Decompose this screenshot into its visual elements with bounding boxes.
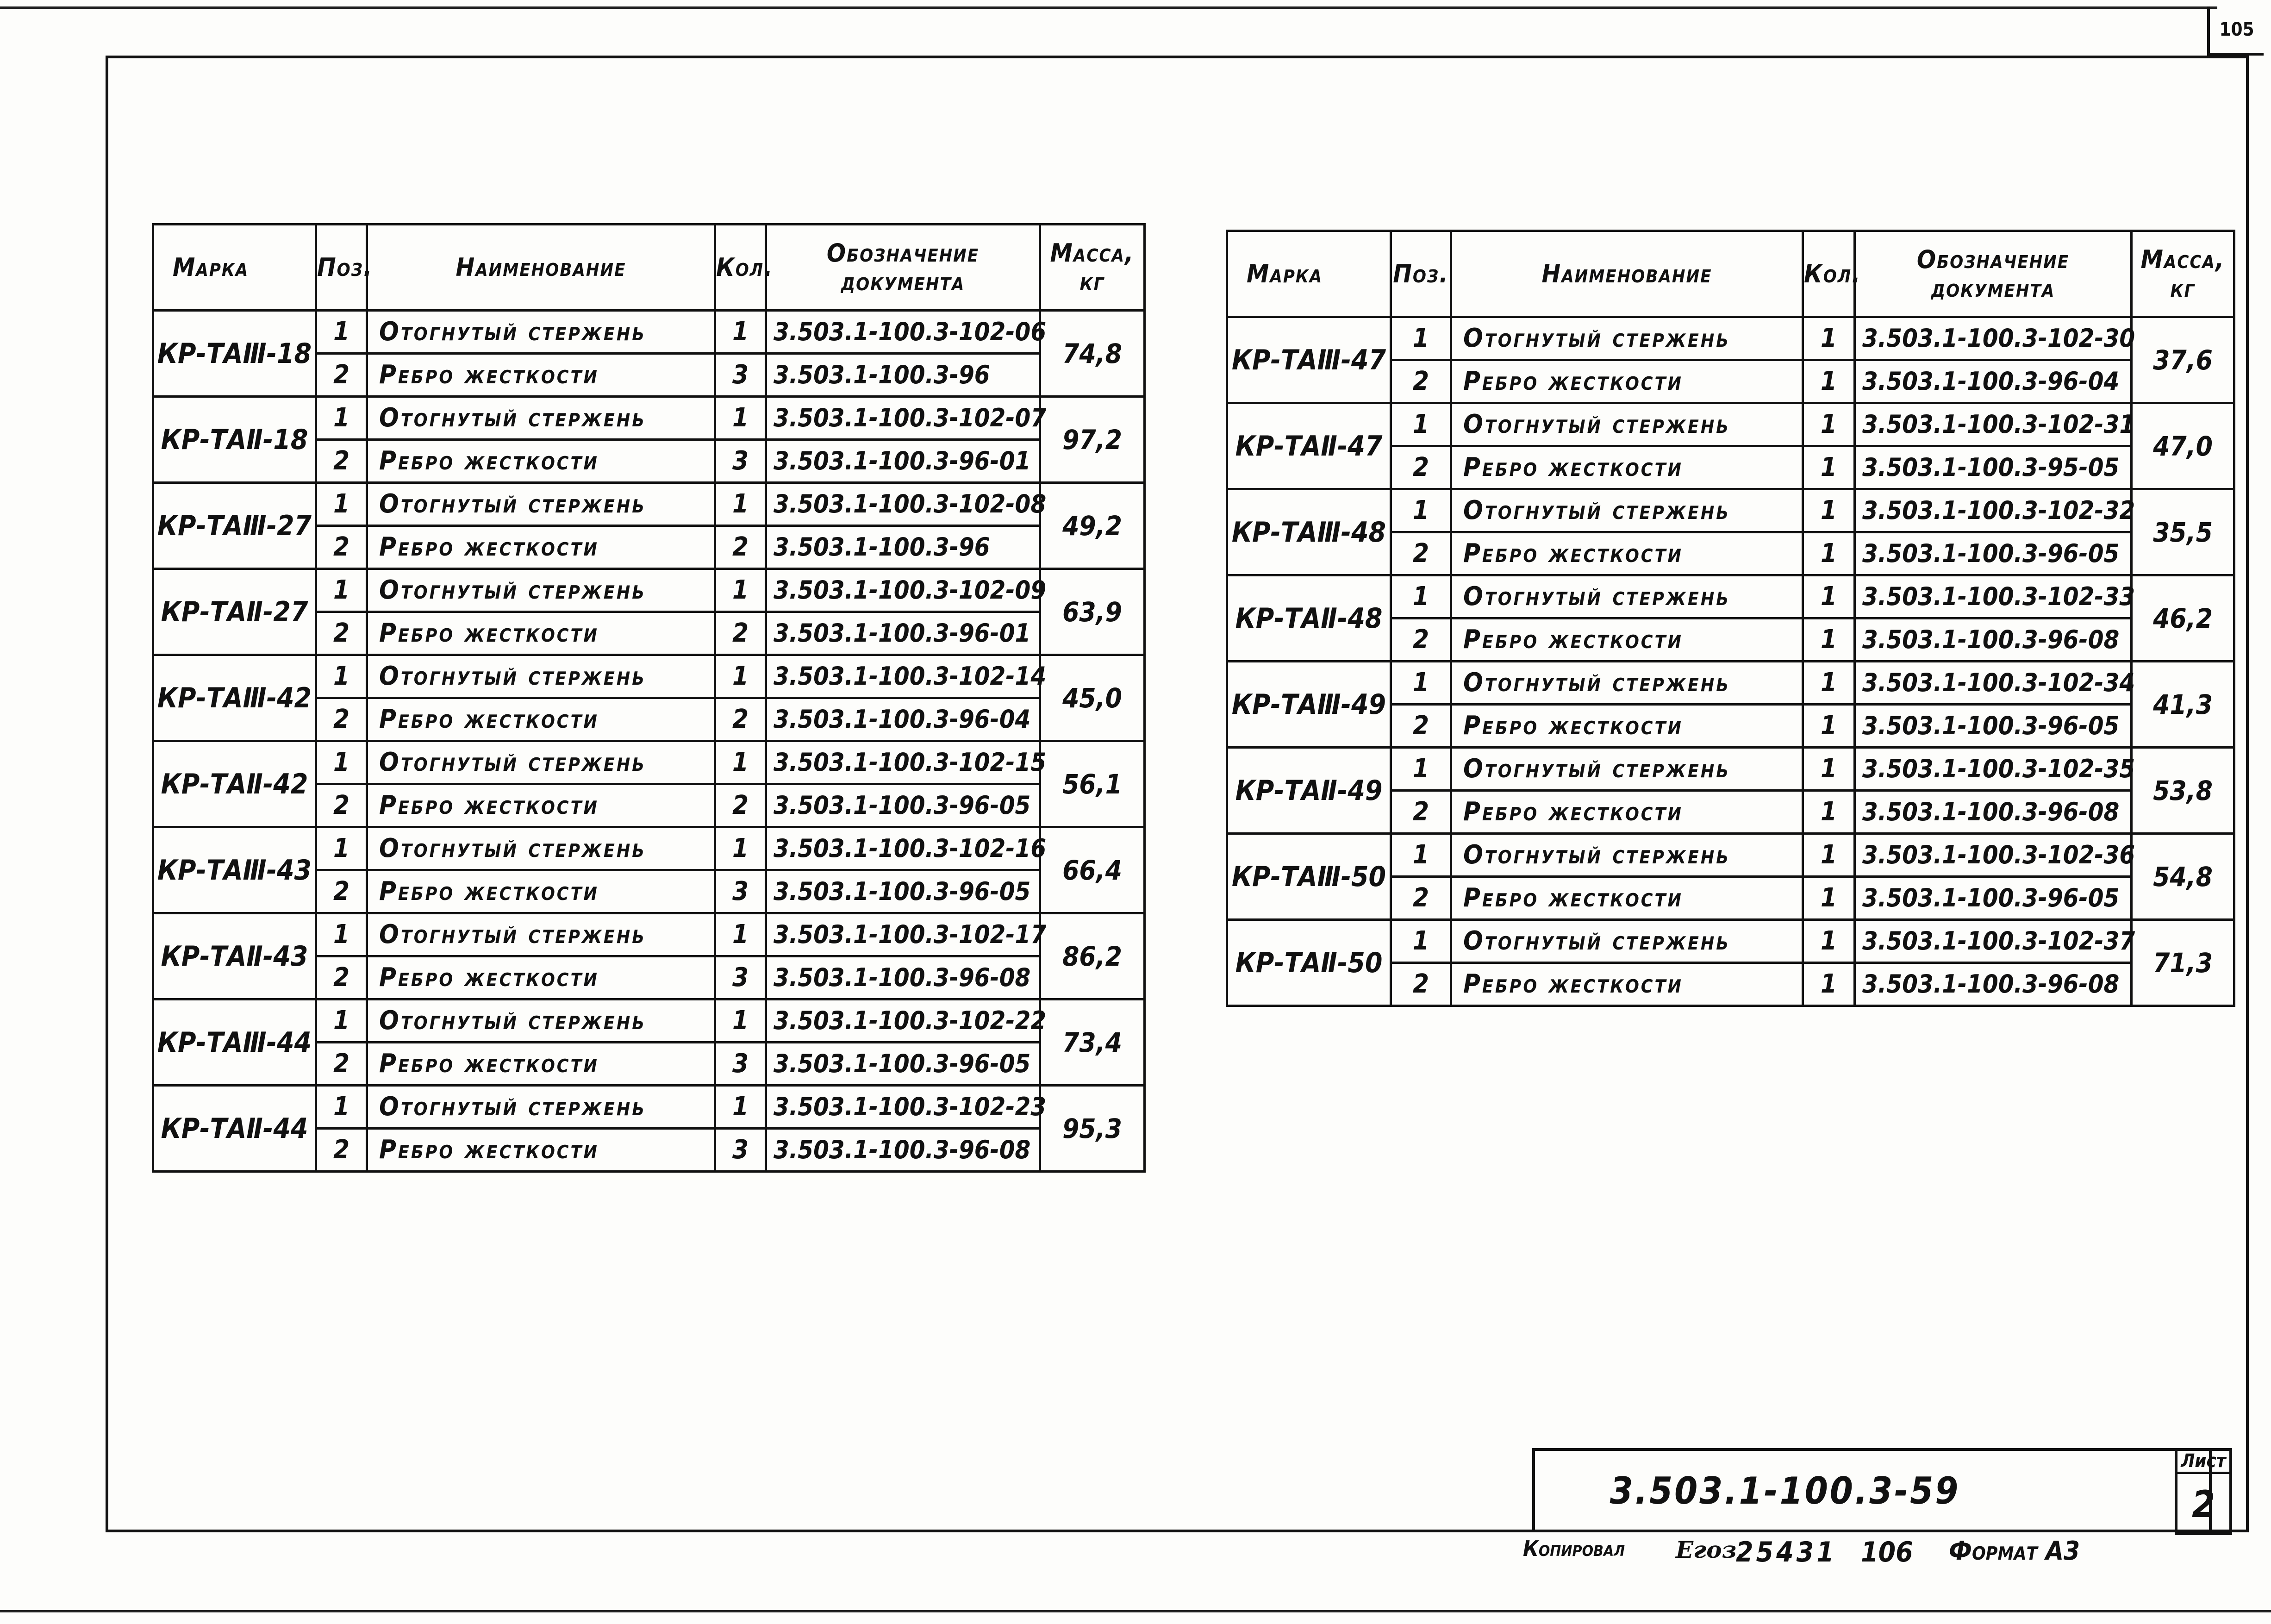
- pos-cell: 2: [1391, 532, 1451, 575]
- table-row: [1227, 834, 2234, 877]
- name-cell: Ребро жесткости: [1451, 618, 1803, 662]
- copy-number: 106: [1861, 1536, 1913, 1568]
- name-cell: Отогнутый стержень: [1451, 662, 1803, 705]
- marka-cell: КР-ТАⅢ-44: [153, 999, 316, 1086]
- name-cell: Ребро жесткости: [1451, 791, 1803, 834]
- doc-cell: 3.503.1-100.3-96-05: [1855, 532, 2132, 575]
- marka-cell: КР-ТАⅡ-47: [1227, 403, 1391, 489]
- table-row: [1227, 662, 2234, 705]
- header-name: Наименование: [367, 225, 715, 311]
- name-cell: Ребро жесткости: [367, 440, 715, 483]
- doc-cell: 3.503.1-100.3-102-07: [766, 397, 1040, 440]
- sheet-cell: [2175, 1448, 2232, 1535]
- table-row: [1227, 403, 2234, 446]
- doc-cell: 3.503.1-100.3-96: [766, 526, 1040, 569]
- order-number: 25431: [1736, 1536, 1837, 1568]
- mass-cell: 74,8: [1040, 311, 1145, 397]
- pos-cell: 1: [316, 397, 367, 440]
- pos-cell: 1: [316, 311, 367, 354]
- mass-cell: 53,8: [2132, 748, 2234, 834]
- name-cell: Отогнутый стержень: [1451, 403, 1803, 446]
- pos-cell: 2: [316, 354, 367, 397]
- doc-cell: 3.503.1-100.3-102-37: [1855, 920, 2132, 963]
- mass-cell: 46,2: [2132, 575, 2234, 662]
- marka-cell: КР-ТАⅢ-18: [153, 311, 316, 397]
- table-body-right: [1227, 317, 2234, 1006]
- doc-cell: 3.503.1-100.3-102-35: [1855, 748, 2132, 791]
- doc-cell: 3.503.1-100.3-102-06: [766, 311, 1040, 354]
- table-row: [1227, 748, 2234, 791]
- pos-cell: 2: [1391, 360, 1451, 403]
- marka-cell: КР-ТАⅢ-49: [1227, 662, 1391, 748]
- qty-cell: 1: [1803, 748, 1855, 791]
- mass-cell: 97,2: [1040, 397, 1145, 483]
- pos-cell: 2: [316, 784, 367, 827]
- doc-cell: 3.503.1-100.3-102-22: [766, 999, 1040, 1043]
- doc-cell: 3.503.1-100.3-96-05: [766, 784, 1040, 827]
- title-block: [1532, 1448, 2212, 1531]
- qty-cell: 3: [715, 1129, 766, 1172]
- qty-cell: 1: [1803, 877, 1855, 920]
- name-cell: Ребро жесткости: [1451, 705, 1803, 748]
- doc-cell: 3.503.1-100.3-96-08: [1855, 791, 2132, 834]
- pos-cell: 2: [316, 612, 367, 655]
- pos-cell: 1: [316, 741, 367, 784]
- table-row: [153, 311, 1145, 354]
- name-cell: Отогнутый стержень: [367, 397, 715, 440]
- qty-cell: 1: [1803, 618, 1855, 662]
- sheet-label: Лист: [2177, 1451, 2229, 1474]
- qty-cell: 3: [715, 956, 766, 999]
- qty-cell: 1: [1803, 662, 1855, 705]
- header-doc: Обозначение документа: [1855, 231, 2132, 317]
- name-cell: Ребро жесткости: [367, 956, 715, 999]
- pos-cell: 2: [316, 1129, 367, 1172]
- qty-cell: 1: [715, 1086, 766, 1129]
- pos-cell: 2: [1391, 877, 1451, 920]
- mass-cell: 56,1: [1040, 741, 1145, 827]
- name-cell: Отогнутый стержень: [1451, 489, 1803, 532]
- qty-cell: 1: [1803, 920, 1855, 963]
- marka-cell: КР-ТАⅢ-42: [153, 655, 316, 741]
- marka-cell: КР-ТАⅢ-50: [1227, 834, 1391, 920]
- doc-cell: 3.503.1-100.3-102-14: [766, 655, 1040, 698]
- qty-cell: 1: [1803, 446, 1855, 489]
- header-qty: Кол.: [1803, 231, 1855, 317]
- marka-cell: КР-ТАⅡ-44: [153, 1086, 316, 1172]
- header-name: Наименование: [1451, 231, 1803, 317]
- doc-cell: 3.503.1-100.3-96-01: [766, 612, 1040, 655]
- name-cell: Ребро жесткости: [367, 870, 715, 913]
- sheet-bottom-edge: [0, 1610, 2271, 1612]
- qty-cell: 1: [715, 397, 766, 440]
- doc-cell: 3.503.1-100.3-102-32: [1855, 489, 2132, 532]
- doc-cell: 3.503.1-100.3-102-36: [1855, 834, 2132, 877]
- name-cell: Отогнутый стержень: [367, 1086, 715, 1129]
- qty-cell: 1: [715, 569, 766, 612]
- pos-cell: 1: [316, 913, 367, 956]
- qty-cell: 3: [715, 1043, 766, 1086]
- mass-cell: 73,4: [1040, 999, 1145, 1086]
- doc-cell: 3.503.1-100.3-102-34: [1855, 662, 2132, 705]
- marka-cell: КР-ТАⅡ-42: [153, 741, 316, 827]
- mass-cell: 37,6: [2132, 317, 2234, 403]
- mass-cell: 35,5: [2132, 489, 2234, 575]
- pos-cell: 2: [316, 526, 367, 569]
- pos-cell: 2: [316, 956, 367, 999]
- doc-cell: 3.503.1-100.3-96-05: [1855, 705, 2132, 748]
- qty-cell: 1: [715, 655, 766, 698]
- table-row: [1227, 920, 2234, 963]
- doc-cell: 3.503.1-100.3-96-08: [766, 956, 1040, 999]
- header-mass: Масса, кг: [1040, 225, 1145, 311]
- doc-cell: 3.503.1-100.3-96-05: [766, 870, 1040, 913]
- qty-cell: 1: [1803, 532, 1855, 575]
- mass-cell: 45,0: [1040, 655, 1145, 741]
- mass-cell: 86,2: [1040, 913, 1145, 999]
- pos-cell: 2: [316, 698, 367, 741]
- name-cell: Отогнутый стержень: [367, 827, 715, 870]
- name-cell: Отогнутый стержень: [1451, 834, 1803, 877]
- doc-cell: 3.503.1-100.3-102-09: [766, 569, 1040, 612]
- pos-cell: 1: [316, 827, 367, 870]
- qty-cell: 3: [715, 354, 766, 397]
- pos-cell: 1: [1391, 317, 1451, 360]
- qty-cell: 1: [1803, 963, 1855, 1006]
- table-row: [153, 741, 1145, 784]
- name-cell: Ребро жесткости: [367, 1043, 715, 1086]
- table-body-left: [153, 311, 1145, 1172]
- doc-cell: 3.503.1-100.3-96-05: [1855, 877, 2132, 920]
- table-row: [153, 913, 1145, 956]
- doc-cell: 3.503.1-100.3-96-08: [1855, 963, 2132, 1006]
- sheet-top-edge: [0, 6, 2217, 9]
- header-pos: Поз.: [316, 225, 367, 311]
- name-cell: Ребро жесткости: [1451, 963, 1803, 1006]
- marka-cell: КР-ТАⅡ-43: [153, 913, 316, 999]
- marka-cell: КР-ТАⅡ-18: [153, 397, 316, 483]
- mass-cell: 49,2: [1040, 483, 1145, 569]
- table-row: [1227, 575, 2234, 618]
- marka-cell: КР-ТАⅡ-50: [1227, 920, 1391, 1006]
- doc-cell: 3.503.1-100.3-102-33: [1855, 575, 2132, 618]
- name-cell: Ребро жесткости: [1451, 446, 1803, 489]
- name-cell: Отогнутый стержень: [1451, 317, 1803, 360]
- doc-cell: 3.503.1-100.3-102-16: [766, 827, 1040, 870]
- doc-cell: 3.503.1-100.3-102-15: [766, 741, 1040, 784]
- qty-cell: 3: [715, 870, 766, 913]
- qty-cell: 1: [715, 741, 766, 784]
- name-cell: Отогнутый стержень: [367, 913, 715, 956]
- name-cell: Отогнутый стержень: [1451, 575, 1803, 618]
- pos-cell: 2: [1391, 618, 1451, 662]
- doc-cell: 3.503.1-100.3-96-04: [766, 698, 1040, 741]
- doc-cell: 3.503.1-100.3-96-08: [1855, 618, 2132, 662]
- table-row: [153, 397, 1145, 440]
- doc-cell: 3.503.1-100.3-96-01: [766, 440, 1040, 483]
- marka-cell: КР-ТАⅡ-27: [153, 569, 316, 655]
- doc-cell: 3.503.1-100.3-102-30: [1855, 317, 2132, 360]
- mass-cell: 95,3: [1040, 1086, 1145, 1172]
- doc-cell: 3.503.1-100.3-102-08: [766, 483, 1040, 526]
- spec-table-right: [1226, 230, 2235, 1007]
- name-cell: Отогнутый стержень: [367, 569, 715, 612]
- pos-cell: 1: [316, 999, 367, 1043]
- doc-cell: 3.503.1-100.3-96-05: [766, 1043, 1040, 1086]
- name-cell: Отогнутый стержень: [367, 655, 715, 698]
- header-marka: Марка: [1227, 231, 1391, 317]
- qty-cell: 1: [715, 483, 766, 526]
- qty-cell: 1: [715, 311, 766, 354]
- pos-cell: 2: [1391, 963, 1451, 1006]
- qty-cell: 1: [1803, 834, 1855, 877]
- qty-cell: 1: [715, 999, 766, 1043]
- pos-cell: 1: [316, 1086, 367, 1129]
- header-pos: Поз.: [1391, 231, 1451, 317]
- qty-cell: 1: [715, 827, 766, 870]
- qty-cell: 2: [715, 526, 766, 569]
- name-cell: Отогнутый стержень: [1451, 748, 1803, 791]
- mass-cell: 47,0: [2132, 403, 2234, 489]
- pos-cell: 1: [316, 569, 367, 612]
- mass-cell: 63,9: [1040, 569, 1145, 655]
- pos-cell: 1: [1391, 403, 1451, 446]
- doc-cell: 3.503.1-100.3-102-23: [766, 1086, 1040, 1129]
- mass-cell: 54,8: [2132, 834, 2234, 920]
- name-cell: Отогнутый стержень: [367, 741, 715, 784]
- qty-cell: 1: [1803, 317, 1855, 360]
- mass-cell: 41,3: [2132, 662, 2234, 748]
- format-label: Формат А3: [1949, 1536, 2080, 1566]
- mass-cell: 66,4: [1040, 827, 1145, 913]
- doc-cell: 3.503.1-100.3-102-31: [1855, 403, 2132, 446]
- table-row: [1227, 489, 2234, 532]
- pos-cell: 1: [1391, 575, 1451, 618]
- table-row: [153, 827, 1145, 870]
- document-designation: 3.503.1-100.3-59: [1610, 1469, 1960, 1512]
- name-cell: Ребро жесткости: [367, 1129, 715, 1172]
- name-cell: Ребро жесткости: [367, 526, 715, 569]
- pos-cell: 1: [1391, 834, 1451, 877]
- pos-cell: 2: [1391, 705, 1451, 748]
- doc-cell: 3.503.1-100.3-102-17: [766, 913, 1040, 956]
- name-cell: Ребро жесткости: [1451, 877, 1803, 920]
- qty-cell: 1: [715, 913, 766, 956]
- marka-cell: КР-ТАⅢ-43: [153, 827, 316, 913]
- qty-cell: 1: [1803, 705, 1855, 748]
- name-cell: Отогнутый стержень: [367, 311, 715, 354]
- name-cell: Ребро жесткости: [367, 698, 715, 741]
- pos-cell: 2: [1391, 791, 1451, 834]
- mass-cell: 71,3: [2132, 920, 2234, 1006]
- name-cell: Ребро жесткости: [367, 784, 715, 827]
- qty-cell: 3: [715, 440, 766, 483]
- doc-cell: 3.503.1-100.3-96: [766, 354, 1040, 397]
- pos-cell: 2: [316, 1043, 367, 1086]
- marka-cell: КР-ТАⅡ-48: [1227, 575, 1391, 662]
- header-mass: Масса, кг: [2132, 231, 2234, 317]
- qty-cell: 1: [1803, 575, 1855, 618]
- name-cell: Ребро жесткости: [1451, 360, 1803, 403]
- marka-cell: КР-ТАⅢ-47: [1227, 317, 1391, 403]
- name-cell: Отогнутый стержень: [367, 483, 715, 526]
- header-qty: Кол.: [715, 225, 766, 311]
- doc-cell: 3.503.1-100.3-95-05: [1855, 446, 2132, 489]
- pos-cell: 1: [316, 655, 367, 698]
- pos-cell: 1: [316, 483, 367, 526]
- doc-cell: 3.503.1-100.3-96-08: [766, 1129, 1040, 1172]
- qty-cell: 1: [1803, 403, 1855, 446]
- pos-cell: 1: [1391, 748, 1451, 791]
- header-doc: Обозначение документа: [766, 225, 1040, 311]
- pos-cell: 2: [316, 870, 367, 913]
- qty-cell: 2: [715, 612, 766, 655]
- sheet-number: 2: [2191, 1483, 2215, 1526]
- name-cell: Отогнутый стержень: [1451, 920, 1803, 963]
- copied-by-label: Копировал: [1523, 1536, 1625, 1561]
- marka-cell: КР-ТАⅡ-49: [1227, 748, 1391, 834]
- table-row: [153, 483, 1145, 526]
- name-cell: Ребро жесткости: [367, 354, 715, 397]
- page-number: 105: [2207, 6, 2264, 56]
- pos-cell: 2: [316, 440, 367, 483]
- name-cell: Отогнутый стержень: [367, 999, 715, 1043]
- pos-cell: 1: [1391, 920, 1451, 963]
- qty-cell: 1: [1803, 489, 1855, 532]
- pos-cell: 1: [1391, 489, 1451, 532]
- qty-cell: 1: [1803, 360, 1855, 403]
- header-marka: Марка: [153, 225, 316, 311]
- table-row: [153, 569, 1145, 612]
- table-row: [153, 1086, 1145, 1129]
- qty-cell: 1: [1803, 791, 1855, 834]
- copier-signature: Егоз.: [1676, 1536, 1745, 1563]
- marka-cell: КР-ТАⅢ-48: [1227, 489, 1391, 575]
- qty-cell: 2: [715, 784, 766, 827]
- name-cell: Ребро жесткости: [367, 612, 715, 655]
- name-cell: Ребро жесткости: [1451, 532, 1803, 575]
- table-row: [153, 655, 1145, 698]
- pos-cell: 1: [1391, 662, 1451, 705]
- pos-cell: 2: [1391, 446, 1451, 489]
- table-row: [1227, 317, 2234, 360]
- table-row: [153, 999, 1145, 1043]
- doc-cell: 3.503.1-100.3-96-04: [1855, 360, 2132, 403]
- marka-cell: КР-ТАⅢ-27: [153, 483, 316, 569]
- spec-table-left: [152, 223, 1146, 1173]
- qty-cell: 2: [715, 698, 766, 741]
